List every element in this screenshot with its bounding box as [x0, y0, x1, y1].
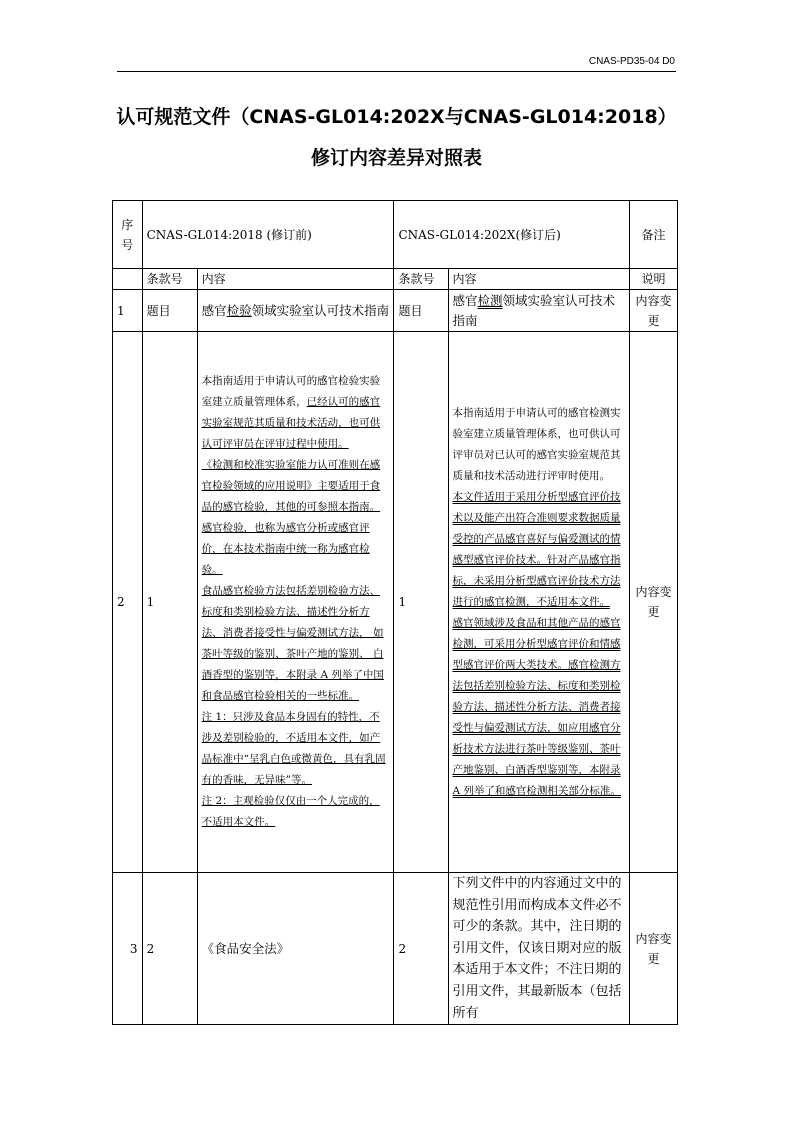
row-old-content: 《食品安全法》: [197, 873, 394, 1025]
header-rule: [117, 71, 676, 72]
row-new-content: 下列文件中的内容通过文中的规范性引用而构成本文件必不可少的条款。其中，注日期的引用文件，仅该日期对应的版本适用于本文件；不注日期的引用文件，其最新版本（包括所有: [448, 873, 630, 1025]
row-old-content: 感官检验领域实验室认可技术指南: [197, 290, 394, 332]
remark-header: 备注: [630, 201, 678, 269]
new-paragraph: 本指南适用于申请认可的感官检测实验室建立质量管理体系，也可供认可评审员对已认可的感官实验室规范其质量和技术活动进行评审时使用。: [452, 406, 621, 482]
row-old-clause: 2: [142, 873, 197, 1025]
row-new-content: [448, 332, 630, 873]
seq-header: 序号: [113, 201, 143, 269]
old-content-header: 内容: [197, 269, 394, 290]
row-remark: 内容变更: [630, 332, 678, 873]
document-code: CNAS-PD35-04 D0: [588, 56, 675, 67]
row-old-clause: 题目: [142, 290, 197, 332]
old-note: 注 2：主观检验仅仅由一个人完成的，不适用本文件。: [201, 795, 380, 828]
row-old-content: [197, 332, 394, 873]
table-row: [113, 290, 678, 332]
row-seq: 1: [113, 290, 143, 332]
old-paragraph: 感官检验，也称为感官分析或感官评价，在本技术指南中统一称为感官检验。: [201, 522, 370, 576]
table-subheader-row: [113, 269, 678, 290]
row-seq: 2: [113, 332, 143, 873]
comparison-table: [112, 200, 678, 1025]
row-new-clause: 2: [394, 873, 448, 1025]
row-seq: 3: [113, 873, 143, 1025]
document-subtitle: 修订内容差异对照表: [310, 147, 482, 169]
document-title: 认可规范文件（CNAS-GL014:202X与CNAS-GL014:2018）: [116, 106, 677, 128]
new-paragraph: 感官领域涉及食品和其他产品的感官检测，可采用分析型感官评价和情感型感官评价两大类技术。感官检测方法包括差别检验方法、标度和类别检验方法、描述性分析方法、消费者接受性与偏爱测试方法，如应用感官分析技术方法进行茶叶等级鉴别、茶叶产地鉴别、白酒香型鉴别等，本附录 A 列举了和感官检测相关部分标准。: [452, 616, 621, 797]
new-content-header: 内容: [448, 269, 630, 290]
table-row: [113, 873, 678, 1025]
old-clause-header: 条款号: [142, 269, 197, 290]
row-new-content: 感官检测领域实验室认可技术指南: [448, 290, 630, 332]
row-remark: 内容变更: [630, 873, 678, 1025]
old-note: 注 1：只涉及食品本身固有的特性，不涉及差别检验的，不适用本文件，如产品标准中“呈乳白色或微黄色，具有乳固有的香味，无异味”等。: [201, 711, 386, 786]
row-old-clause: 1: [142, 332, 197, 873]
table-header-row: [113, 201, 678, 269]
old-paragraph: 食品感官检验方法包括差别检验方法、标度和类别检验方法、描述性分析方法、消费者接受性与偏爱测试方法， 如茶叶等级的鉴别、茶叶产地的鉴别、 白酒香型的鉴别等，本附录 A 列举了中国和食品感官检验相关的一些标准。: [201, 585, 384, 702]
new-clause-header: 条款号: [394, 269, 448, 290]
old-paragraph: 本指南适用于申请认可的感官检验实验室建立质量管理体系，已经认可的感官实验室规范其质量和技术活动，也可供认可评审员在评审过程中使用。: [201, 375, 381, 450]
seq-sub-empty: [113, 269, 143, 290]
before-header: CNAS-GL014:2018 (修订前): [142, 201, 394, 269]
row-new-clause: 1: [394, 332, 448, 873]
table-row: [113, 332, 678, 873]
row-new-clause: 题目: [394, 290, 448, 332]
after-header: CNAS-GL014:202X(修订后): [394, 201, 630, 269]
row-remark: 内容变更: [630, 290, 678, 332]
new-paragraph: 本文件适用于采用分析型感官评价技术以及能产出符合准则要求数据质量受控的产品感官喜好与偏爱测试的情感型感官评价技术。针对产品感官指标，未采用分析型感官评价技术方法进行的感官检测，不适用本文件。: [452, 490, 621, 608]
old-paragraph: 《检测和校准实验室能力认可准则在感官检验领域的应用说明》主要适用于食品的感官检验，其他的可参照本指南。: [201, 459, 381, 513]
remark-sub-header: 说明: [630, 269, 678, 290]
